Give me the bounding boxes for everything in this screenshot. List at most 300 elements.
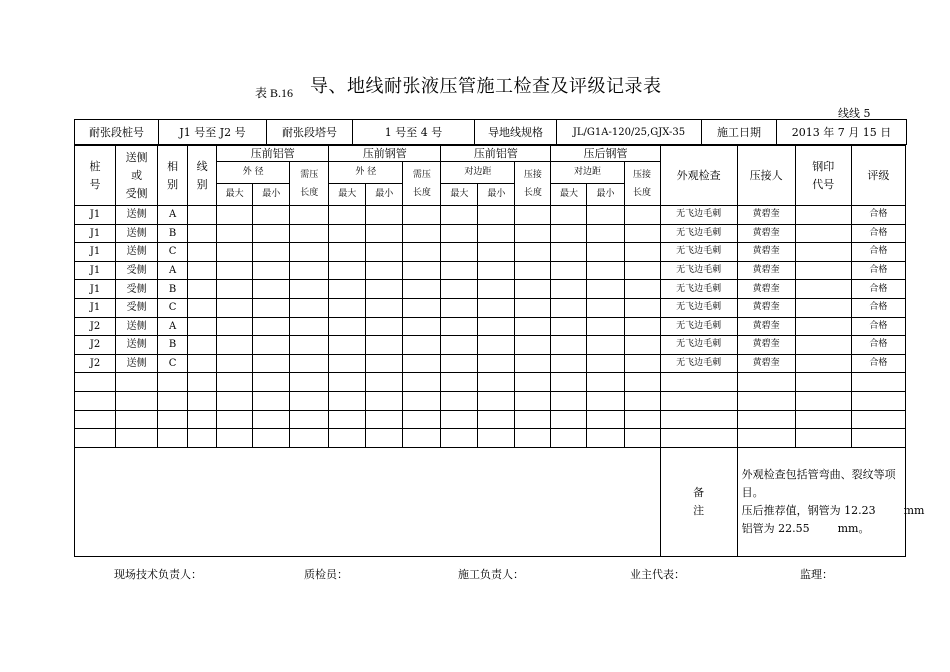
info-table [74,119,907,145]
cell-measure [551,354,587,373]
min-2: 最小 [366,184,403,206]
table-row [75,354,906,373]
cell-measure [587,391,624,410]
table-number: 表 B.16 [255,86,294,100]
cell-measure [551,410,587,429]
header-pile [75,146,116,206]
cell-phase: A [158,206,188,225]
cell-measure [441,336,478,355]
table-row [75,243,906,262]
cell-measure [217,317,253,336]
press-len-2b: 长度 [633,187,652,198]
cell-side: 送侧 [116,206,158,225]
min-1: 最小 [253,184,290,206]
cell-line [188,354,217,373]
press-len-1a: 压接 [523,169,542,180]
cell-measure [253,391,290,410]
cell-presser: 黄碧奎 [737,354,795,373]
cell-measure [551,391,587,410]
sub-need-len-2 [403,162,441,206]
cell-measure [290,391,329,410]
cell-appearance: 无飞边毛刺 [660,317,737,336]
cell-measure [587,206,624,225]
cell-line [188,373,217,392]
cell-measure [515,354,551,373]
cell-measure [253,224,290,243]
cell-measure [587,354,624,373]
cell-stamp [795,280,851,299]
cell-grade: 合格 [851,243,905,262]
cell-presser [737,410,795,429]
cell-stamp [795,206,851,225]
cell-phase: A [158,317,188,336]
cell-grade [851,410,905,429]
cell-measure [587,243,624,262]
cell-pile: J2 [75,336,116,355]
sub-outer-dia-2: 外 径 [329,162,403,184]
cell-measure [551,261,587,280]
cell-side [116,373,158,392]
cell-measure [217,298,253,317]
header-stamp-text: 钢印 代号 [812,159,835,191]
cell-measure [515,243,551,262]
cell-presser: 黄碧奎 [737,280,795,299]
remark-line-1: 外观检查包括管弯曲、裂纹等项目。 [741,467,896,499]
cell-measure [253,354,290,373]
cell-pile [75,410,116,429]
cell-measure [290,373,329,392]
cell-measure [329,336,366,355]
cell-measure [478,243,515,262]
cell-measure [587,410,624,429]
cell-measure [551,317,587,336]
cell-measure [403,261,441,280]
cell-measure [587,336,624,355]
cell-measure [515,261,551,280]
table-row [75,280,906,299]
remark-line-2: 压后推荐值，钢管为 12.23 mm [741,503,925,517]
cell-measure [403,317,441,336]
cell-measure [253,317,290,336]
cell-measure [403,410,441,429]
remark-blank [75,447,661,556]
cell-presser [737,373,795,392]
cell-measure [551,298,587,317]
cell-appearance: 无飞边毛刺 [660,261,737,280]
cell-measure [329,224,366,243]
segment-label: 耐张段桩号 [75,120,159,145]
cell-grade [851,391,905,410]
header-phase [158,146,188,206]
max-3: 最大 [441,184,478,206]
cell-measure [478,317,515,336]
footer-construction: 施工负责人： [458,568,524,581]
cell-appearance [660,410,737,429]
need-len-2a: 需压 [412,169,431,180]
cell-measure [217,429,253,448]
cell-measure [441,261,478,280]
table-row [75,410,906,429]
cell-measure [217,206,253,225]
cell-phase [158,391,188,410]
cell-measure [403,429,441,448]
cell-measure [587,261,624,280]
cell-measure [478,224,515,243]
need-len-1a: 需压 [300,169,319,180]
tower-value: 1 号至 4 号 [353,120,475,145]
cell-measure [515,336,551,355]
cell-presser: 黄碧奎 [737,206,795,225]
cell-side: 送侧 [116,317,158,336]
cell-measure [366,429,403,448]
press-len-1b: 长度 [523,187,542,198]
cell-measure [329,280,366,299]
date-value: 2013 年 7 月 15 日 [777,120,907,145]
cell-pile: J1 [75,298,116,317]
cell-measure [217,243,253,262]
cell-line [188,317,217,336]
table-row [75,224,906,243]
cell-measure [515,410,551,429]
cell-stamp [795,410,851,429]
cell-measure [253,243,290,262]
max-4: 最大 [551,184,587,206]
cell-measure [478,261,515,280]
table-row [75,336,906,355]
cell-presser: 黄碧奎 [737,261,795,280]
cell-pile: J1 [75,261,116,280]
cell-stamp [795,354,851,373]
cell-line [188,224,217,243]
cell-grade: 合格 [851,261,905,280]
cell-stamp [795,429,851,448]
cell-measure [329,373,366,392]
cell-stamp [795,261,851,280]
cell-appearance: 无飞边毛刺 [660,206,737,225]
page-title: 导、地线耐张液压管施工检查及评级记录表 [310,76,662,97]
table-row [75,429,906,448]
cell-appearance: 无飞边毛刺 [660,336,737,355]
cell-measure [366,206,403,225]
cell-phase: B [158,336,188,355]
cell-phase [158,410,188,429]
cell-phase: A [158,261,188,280]
press-len-2a: 压接 [633,169,652,180]
cell-measure [366,243,403,262]
cell-presser: 黄碧奎 [737,317,795,336]
cell-pile: J1 [75,280,116,299]
cell-presser [737,429,795,448]
cell-line [188,336,217,355]
cell-phase: C [158,298,188,317]
cell-measure [403,354,441,373]
table-row [75,261,906,280]
cell-side [116,429,158,448]
cell-measure [551,429,587,448]
cell-measure [329,261,366,280]
cell-measure [515,224,551,243]
cell-pile: J2 [75,354,116,373]
sub-opp-dist-1: 对边距 [441,162,515,184]
group-pre-al-1: 压前铝管 [217,146,329,162]
cell-measure [329,391,366,410]
cell-measure [403,243,441,262]
cell-measure [551,373,587,392]
cell-measure [587,224,624,243]
cell-grade [851,373,905,392]
cell-presser: 黄碧奎 [737,298,795,317]
cell-side [116,410,158,429]
cell-measure [253,336,290,355]
cell-measure [290,336,329,355]
cell-line [188,206,217,225]
cell-measure [217,261,253,280]
cell-stamp [795,336,851,355]
cell-measure [217,410,253,429]
cell-measure [478,280,515,299]
cell-phase: B [158,280,188,299]
cell-grade [851,429,905,448]
cell-side: 受侧 [116,298,158,317]
cell-measure [253,261,290,280]
cell-line [188,410,217,429]
max-1: 最大 [217,184,253,206]
cell-appearance: 无飞边毛刺 [660,280,737,299]
cell-pile: J2 [75,317,116,336]
cell-measure [478,429,515,448]
cell-measure [624,373,660,392]
cell-measure [253,280,290,299]
cell-measure [253,373,290,392]
tower-label: 耐张段塔号 [267,120,353,145]
cell-measure [290,429,329,448]
cell-side: 送侧 [116,224,158,243]
table-row [75,317,906,336]
cell-measure [290,243,329,262]
cell-measure [515,206,551,225]
cell-measure [515,391,551,410]
cell-phase [158,429,188,448]
header-phase-text: 相 别 [167,159,179,191]
sub-need-len-1 [290,162,329,206]
sub-press-len-2 [624,162,660,206]
cell-measure [403,391,441,410]
cell-measure [441,429,478,448]
cell-measure [551,280,587,299]
group-post-steel: 压后钢管 [551,146,660,162]
header-side [116,146,158,206]
cell-presser: 黄碧奎 [737,243,795,262]
cell-measure [366,280,403,299]
cell-grade: 合格 [851,280,905,299]
cell-measure [366,317,403,336]
cell-measure [478,298,515,317]
cell-phase [158,373,188,392]
cell-measure [515,429,551,448]
cell-measure [329,317,366,336]
cell-measure [366,354,403,373]
cell-measure [253,206,290,225]
cell-measure [624,317,660,336]
cell-measure [515,373,551,392]
cell-measure [478,354,515,373]
cell-measure [290,280,329,299]
min-4: 最小 [587,184,624,206]
cell-side: 受侧 [116,261,158,280]
cell-measure [587,298,624,317]
group-pre-al-2: 压前铝管 [441,146,551,162]
cell-measure [441,280,478,299]
cell-side: 送侧 [116,354,158,373]
cell-line [188,280,217,299]
cell-phase: C [158,354,188,373]
cell-stamp [795,391,851,410]
cell-measure [290,298,329,317]
cell-measure [366,336,403,355]
cell-side: 受侧 [116,280,158,299]
cell-phase: B [158,224,188,243]
cell-measure [624,298,660,317]
cell-presser: 黄碧奎 [737,224,795,243]
cell-line [188,429,217,448]
remark-line-3: 铝管为 22.55 mm。 [741,521,870,535]
header-stamp [795,146,851,206]
cell-measure [587,373,624,392]
cell-measure [587,317,624,336]
segment-value: J1 号至 J2 号 [159,120,267,145]
cell-presser: 黄碧奎 [737,336,795,355]
spec-value: JL/G1A-120/25,GJX-35 [557,120,702,145]
cell-measure [366,391,403,410]
cell-stamp [795,298,851,317]
header-appearance: 外观检查 [660,146,737,206]
cell-measure [217,224,253,243]
cell-measure [515,298,551,317]
cell-grade: 合格 [851,317,905,336]
cell-measure [551,224,587,243]
cell-line [188,298,217,317]
cell-measure [478,336,515,355]
cell-measure [441,243,478,262]
cell-measure [290,261,329,280]
cell-measure [217,336,253,355]
cell-measure [478,373,515,392]
cell-measure [441,298,478,317]
remark-content [737,447,925,556]
cell-appearance [660,429,737,448]
cell-measure [624,261,660,280]
cell-measure [441,391,478,410]
remark-label-text: 备 注 [693,485,705,517]
cell-grade: 合格 [851,336,905,355]
cell-pile [75,429,116,448]
cell-measure [403,336,441,355]
cell-measure [624,354,660,373]
remark-label [660,447,737,556]
header-pile-text: 桩 号 [89,159,101,191]
cell-measure [329,354,366,373]
cell-side: 送侧 [116,243,158,262]
cell-measure [290,224,329,243]
cell-stamp [795,373,851,392]
cell-measure [551,336,587,355]
cell-appearance [660,391,737,410]
cell-pile: J1 [75,206,116,225]
cell-measure [403,373,441,392]
max-2: 最大 [329,184,366,206]
cell-measure [217,391,253,410]
cell-measure [403,298,441,317]
cell-measure [478,410,515,429]
sub-opp-dist-2: 对边距 [551,162,624,184]
cell-appearance: 无飞边毛刺 [660,354,737,373]
cell-appearance: 无飞边毛刺 [660,224,737,243]
cell-side [116,391,158,410]
cell-measure [441,224,478,243]
date-label: 施工日期 [702,120,777,145]
cell-pile: J1 [75,224,116,243]
sub-press-len-1 [515,162,551,206]
cell-measure [403,224,441,243]
need-len-2b: 长度 [412,187,431,198]
cell-measure [366,224,403,243]
header-line [188,146,217,206]
sub-outer-dia-1: 外 径 [217,162,290,184]
cell-appearance: 无飞边毛刺 [660,298,737,317]
cell-measure [329,410,366,429]
cell-measure [624,391,660,410]
cell-measure [329,243,366,262]
cell-line [188,261,217,280]
cell-pile: J1 [75,243,116,262]
cell-measure [624,206,660,225]
min-3: 最小 [478,184,515,206]
cell-grade: 合格 [851,206,905,225]
cell-measure [217,280,253,299]
cell-measure [290,410,329,429]
header-line-text: 线 别 [196,159,208,191]
cell-pile [75,391,116,410]
cell-measure [441,317,478,336]
table-row [75,391,906,410]
cell-measure [329,298,366,317]
table-row [75,373,906,392]
cell-side: 送侧 [116,336,158,355]
cell-measure [587,280,624,299]
cell-line [188,243,217,262]
cell-stamp [795,317,851,336]
cell-measure [217,354,253,373]
cell-stamp [795,243,851,262]
footer-tech: 现场技术负责人： [114,568,202,581]
cell-measure [253,429,290,448]
spec-label: 导地线规格 [475,120,557,145]
cell-grade: 合格 [851,224,905,243]
cell-measure [441,373,478,392]
cell-measure [366,298,403,317]
cell-measure [403,206,441,225]
cell-measure [624,243,660,262]
cell-measure [551,243,587,262]
cell-measure [441,206,478,225]
group-pre-steel: 压前钢管 [329,146,441,162]
cell-measure [329,206,366,225]
footer-supervisor: 监理： [800,568,833,581]
cell-measure [515,280,551,299]
header-presser: 压接人 [737,146,795,206]
cell-measure [253,298,290,317]
need-len-1b: 长度 [300,187,319,198]
